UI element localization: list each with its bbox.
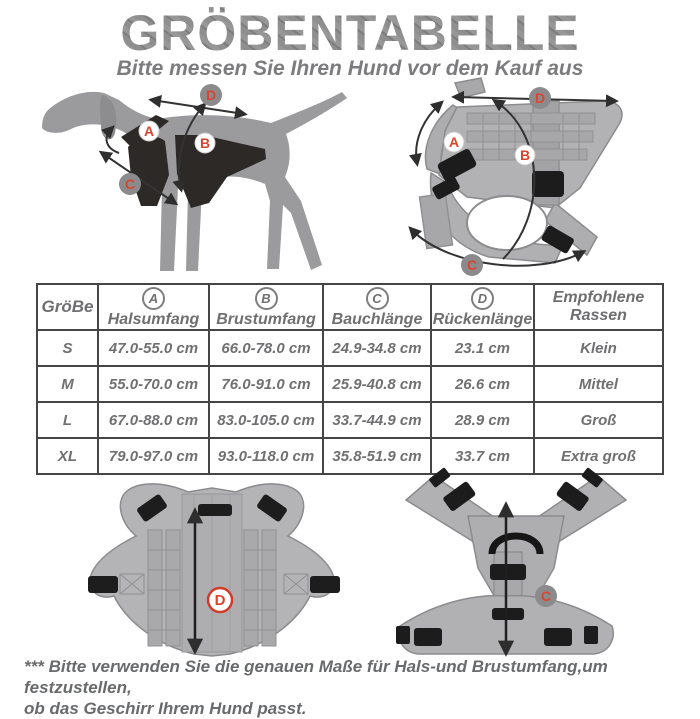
label-a-badge <box>444 132 464 152</box>
page-subtitle: Bitte messen Sie Ihren Hund vor dem Kauf aus <box>116 57 584 80</box>
column-header-neck: A Halsumfang <box>98 284 209 330</box>
svg-text:C: C <box>124 176 136 192</box>
label-a-badge <box>139 121 159 141</box>
column-header-chest: B Brustumfang <box>209 284 323 330</box>
label-c-badge <box>119 173 141 195</box>
harness-top-view-diagram <box>68 478 360 668</box>
harness-underside-diagram <box>392 468 648 668</box>
column-header-size: GröBe <box>37 284 98 330</box>
circled-letter-a: A <box>142 287 165 310</box>
svg-text:D: D <box>534 90 546 106</box>
svg-text:B: B <box>199 135 211 151</box>
label-c-badge <box>461 254 483 276</box>
table-row: L 67.0-88.0 cm 83.0-105.0 cm 33.7-44.9 cm 28.9 cm Groß <box>37 402 663 438</box>
column-header-belly: C Bauchlänge <box>323 284 431 330</box>
svg-text:A: A <box>448 134 460 150</box>
label-b-badge <box>195 133 215 153</box>
circled-letter-c: C <box>366 287 389 310</box>
label-d-badge <box>208 588 232 612</box>
column-header-back: D Rückenlänge <box>431 284 534 330</box>
table-header-row <box>37 284 663 330</box>
svg-text:C: C <box>466 257 478 273</box>
label-d-badge <box>529 87 551 109</box>
measurement-note-line1: *** Bitte verwenden Sie die genauen Maße für Hals-und Brustumfang,um festzustellen, <box>24 657 608 697</box>
table-row: S 47.0-55.0 cm 66.0-78.0 cm 24.9-34.8 cm 23.1 cm Klein <box>37 330 663 366</box>
svg-text:A: A <box>143 123 155 139</box>
harness-side-diagram <box>405 75 677 282</box>
circled-letter-b: B <box>255 287 278 310</box>
svg-text:B: B <box>519 147 531 163</box>
page-title: GRÖBENTABELLE <box>0 4 700 62</box>
circled-letter-d: D <box>471 287 494 310</box>
measurement-note-line2: ob das Geschirr Ihrem Hund passt. <box>24 699 307 718</box>
leg-opening <box>467 196 547 250</box>
label-c-badge <box>535 585 557 607</box>
size-table <box>36 283 664 475</box>
table-row: XL 79.0-97.0 cm 93.0-118.0 cm 35.8-51.9 cm 33.7 cm Extra groß <box>37 438 663 474</box>
label-b-badge <box>515 145 535 165</box>
table-row: M 55.0-70.0 cm 76.0-91.0 cm 25.9-40.8 cm 26.6 cm Mittel <box>37 366 663 402</box>
svg-text:D: D <box>214 592 226 609</box>
column-header-breeds: Empfohlene Rassen <box>534 284 663 330</box>
label-d-badge <box>200 84 222 106</box>
svg-text:D: D <box>205 87 217 103</box>
svg-text:C: C <box>540 588 552 604</box>
measurement-note <box>24 656 688 719</box>
dog-measurement-diagram <box>28 84 353 279</box>
